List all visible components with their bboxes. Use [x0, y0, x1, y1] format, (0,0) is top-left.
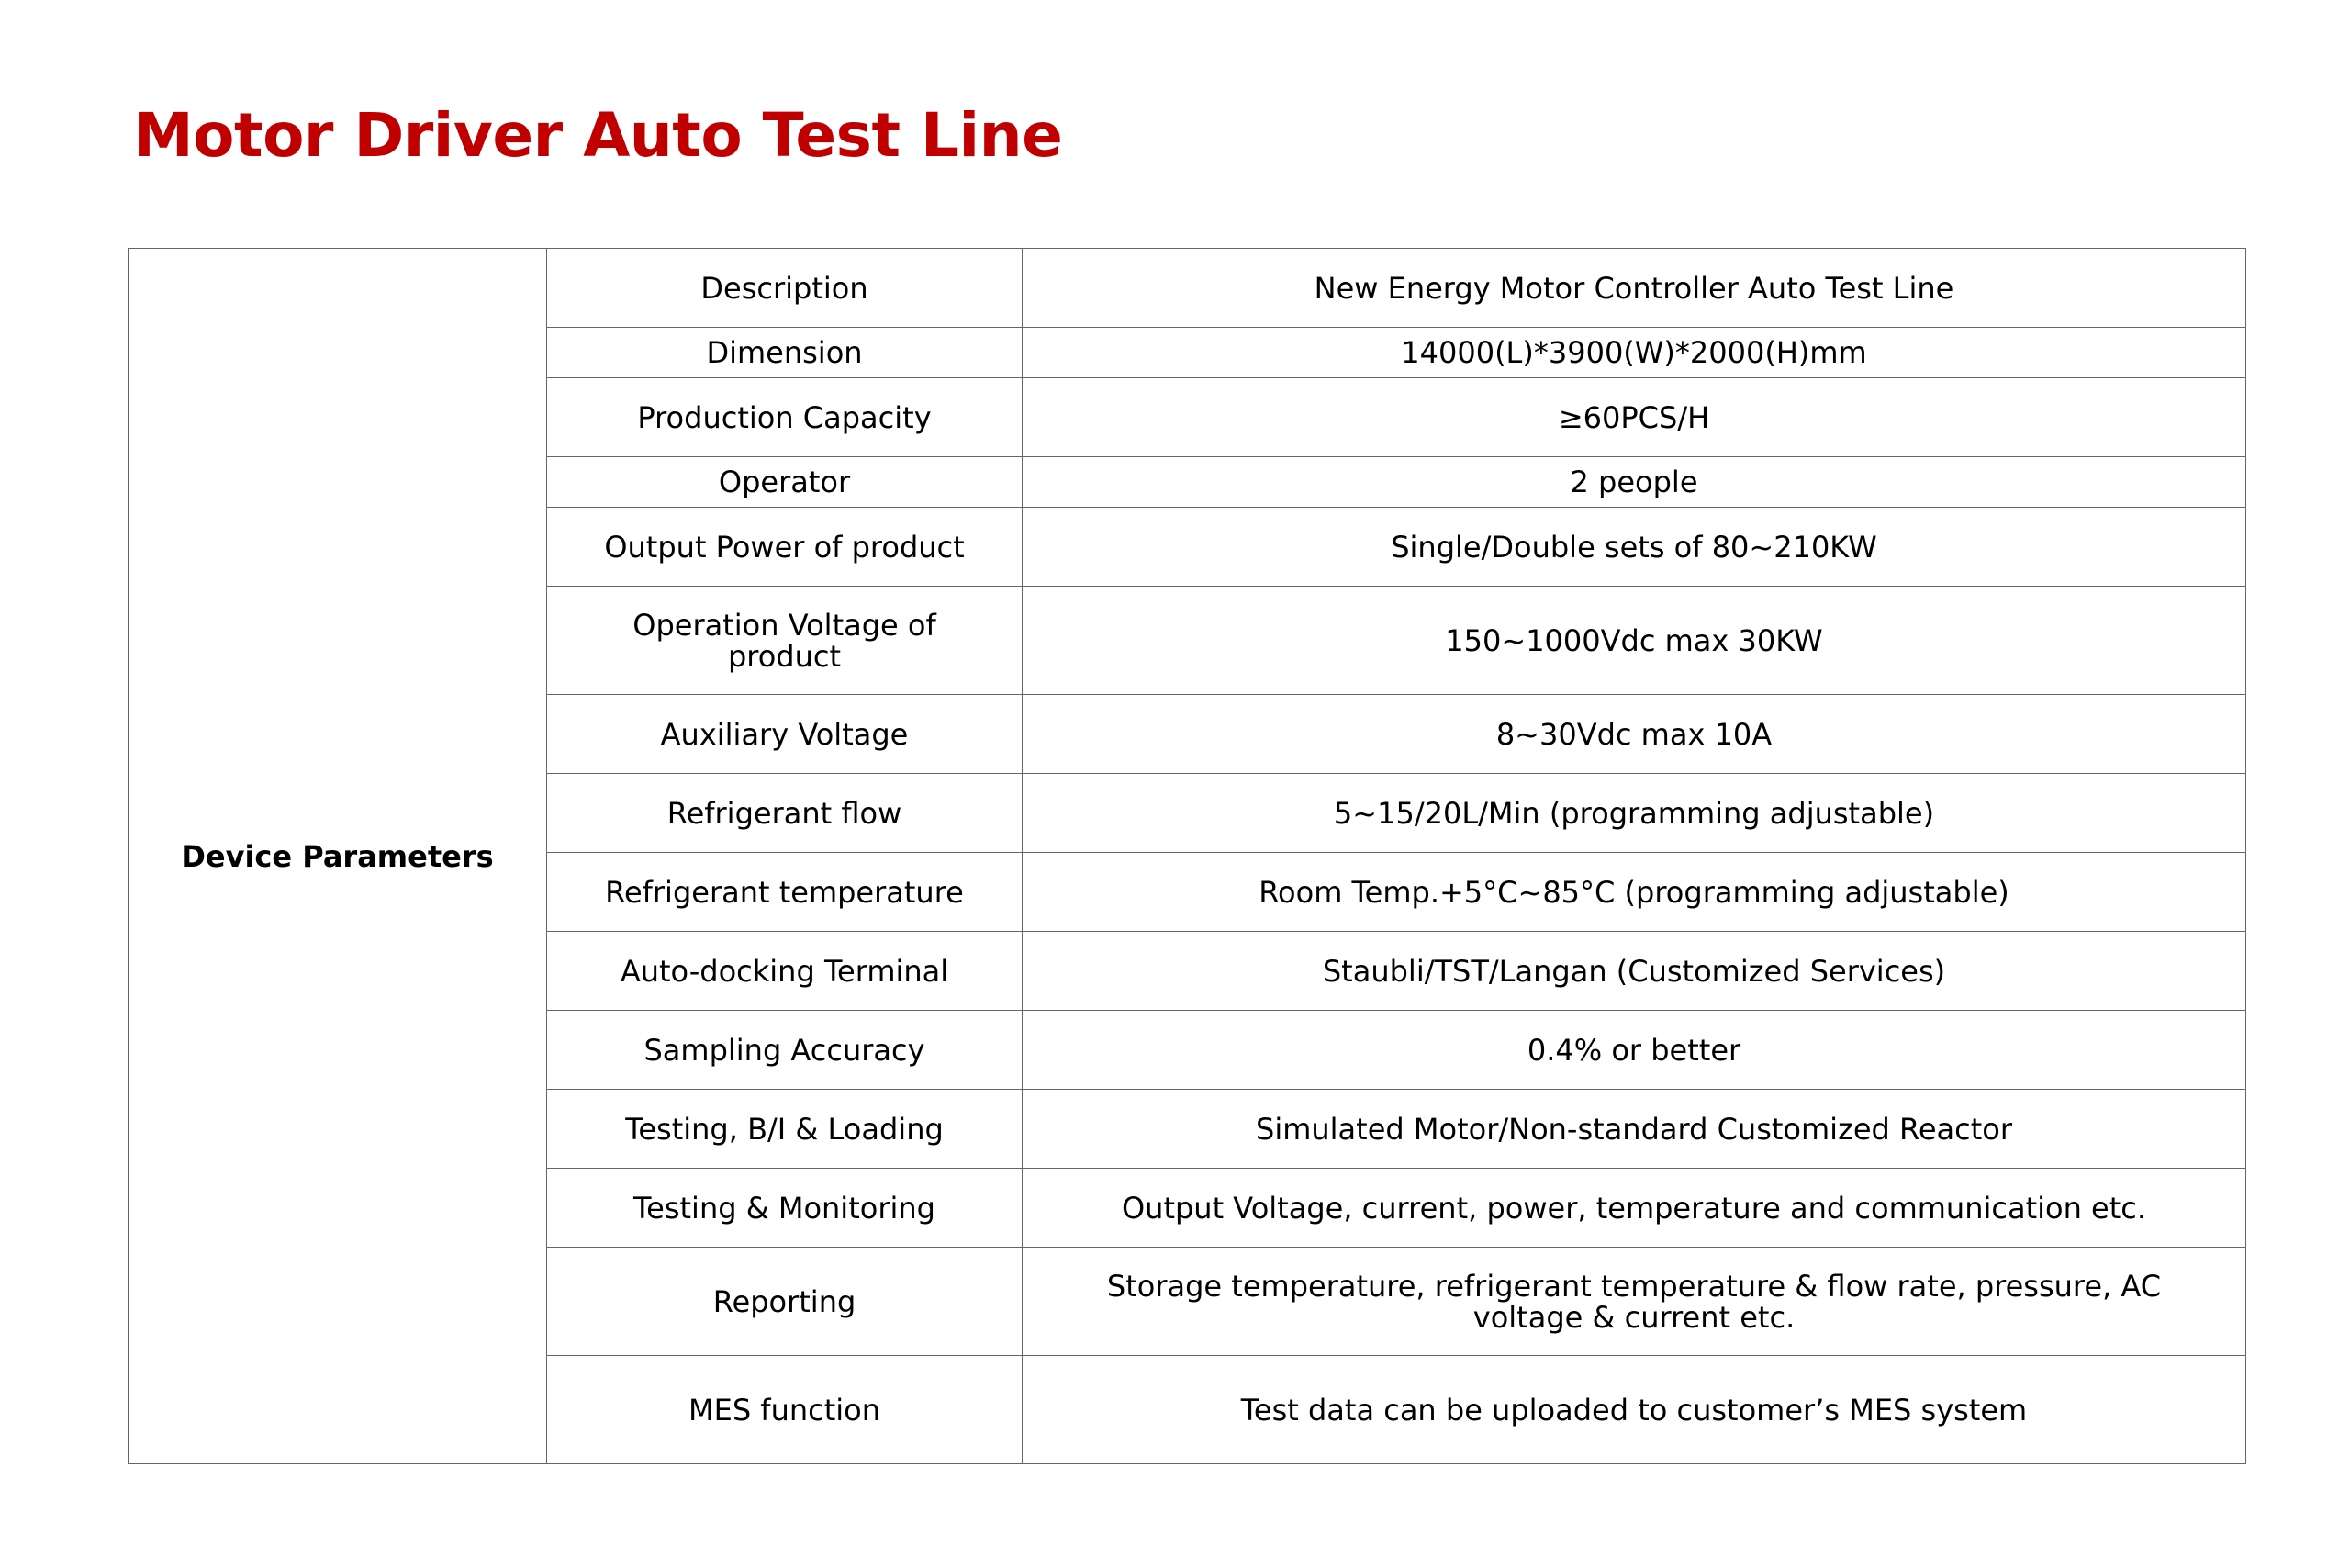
- param-value: ≥60PCS/H: [1023, 378, 2246, 457]
- param-value: Single/Double sets of 80~210KW: [1023, 508, 2246, 587]
- param-value: New Energy Motor Controller Auto Test Line: [1023, 249, 2246, 328]
- param-name: Production Capacity: [547, 378, 1023, 457]
- param-name: Dimension: [547, 328, 1023, 378]
- param-name: Testing & Monitoring: [547, 1169, 1023, 1248]
- page-title: Motor Driver Auto Test Line: [133, 100, 1063, 171]
- param-value: 8~30Vdc max 10A: [1023, 695, 2246, 774]
- param-value: Storage temperature, refrigerant temperature & flow rate, pressure, AC voltage & current etc.: [1023, 1248, 2246, 1356]
- param-name: Testing, B/I & Loading: [547, 1090, 1023, 1169]
- param-value: 150~1000Vdc max 30KW: [1023, 587, 2246, 695]
- param-value: 14000(L)*3900(W)*2000(H)mm: [1023, 328, 2246, 378]
- device-parameters-table: [128, 248, 2246, 1464]
- param-value: 2 people: [1023, 457, 2246, 508]
- param-value: 5~15/20L/Min (programming adjustable): [1023, 774, 2246, 853]
- param-name: Refrigerant temperature: [547, 853, 1023, 932]
- param-name: Auxiliary Voltage: [547, 695, 1023, 774]
- param-name: MES function: [547, 1356, 1023, 1464]
- param-value: Output Voltage, current, power, temperature and communication etc.: [1023, 1169, 2246, 1248]
- param-name: Auto-docking Terminal: [547, 932, 1023, 1011]
- param-value: Room Temp.+5°C~85°C (programming adjustable): [1023, 853, 2246, 932]
- param-name: Operation Voltage of product: [547, 587, 1023, 695]
- param-name: Output Power of product: [547, 508, 1023, 587]
- param-name: Reporting: [547, 1248, 1023, 1356]
- param-value: Staubli/TST/Langan (Customized Services): [1023, 932, 2246, 1011]
- param-value: Test data can be uploaded to customer’s MES system: [1023, 1356, 2246, 1464]
- group-label-device-parameters: Device Parameters: [129, 249, 547, 1464]
- param-value: 0.4% or better: [1023, 1011, 2246, 1090]
- table-row: [129, 249, 2246, 328]
- param-value: Simulated Motor/Non-standard Customized Reactor: [1023, 1090, 2246, 1169]
- param-name: Sampling Accuracy: [547, 1011, 1023, 1090]
- param-name: Refrigerant flow: [547, 774, 1023, 853]
- param-name: Description: [547, 249, 1023, 328]
- param-name: Operator: [547, 457, 1023, 508]
